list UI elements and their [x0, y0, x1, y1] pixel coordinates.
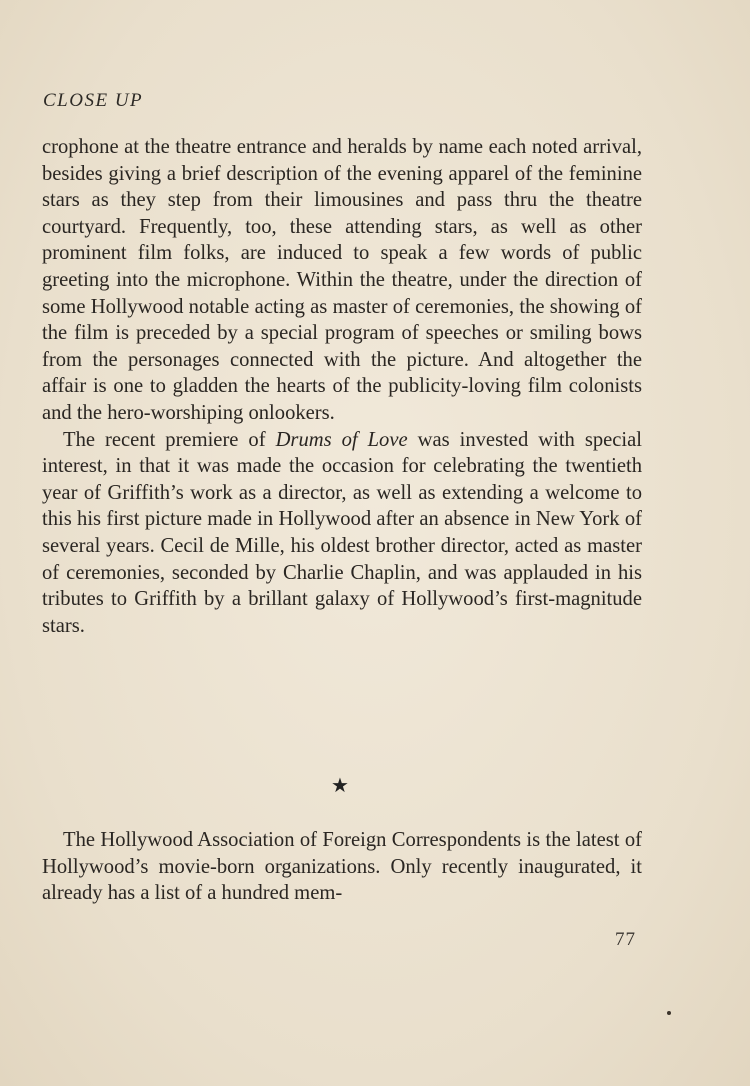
film-title: Drums of Love — [275, 428, 408, 451]
paragraph-text-end: was invested with special interest, in that it was made the occasion for celebrating the twentieth year of Griffith’s work as a director, as well as extending a welcome to this his first picture made in Hollywood after an absence in New York of several years. Cecil de Mille, his oldest brother director, acted as master of ceremonies, seconded by Charlie Chaplin, and was applauded in his tributes to Griffith by a brillant galaxy of Hollywood’s first-magnitude stars. — [42, 428, 642, 637]
paragraph-drums-of-love — [42, 427, 642, 640]
ink-speck — [667, 1011, 671, 1015]
page-number: 77 — [615, 929, 636, 950]
star-icon: ★ — [331, 773, 349, 797]
paragraph-foreign-correspondents: The Hollywood Association of Foreign Correspondents is the latest of Hollywood’s movie-born organizations. Only recently inaugurated, it already has a list of a hundred mem- — [42, 829, 642, 905]
paragraph-text-start: The recent premiere of — [63, 428, 276, 451]
running-head: CLOSE UP — [43, 90, 144, 111]
paragraph-continuation: crophone at the theatre entrance and heralds by name each noted arrival, besides giving a brief description of the evening apparel of the feminine stars as they step from their limousines and pass thru the theatre courtyard. Frequently, too, these attending stars, as well as other prominent film folks, are induced to speak a few words of public greeting into the microphone. Within the theatre, under the direction of some Hollywood notable acting as master of ceremonies, the showing of the film is preceded by a special program of speeches or smiling bows from the personages connected with the picture. And altogether the affair is one to gladden the hearts of the publicity-loving film colonists and the hero-worshiping onlookers. — [42, 136, 642, 424]
body-text — [42, 134, 642, 639]
